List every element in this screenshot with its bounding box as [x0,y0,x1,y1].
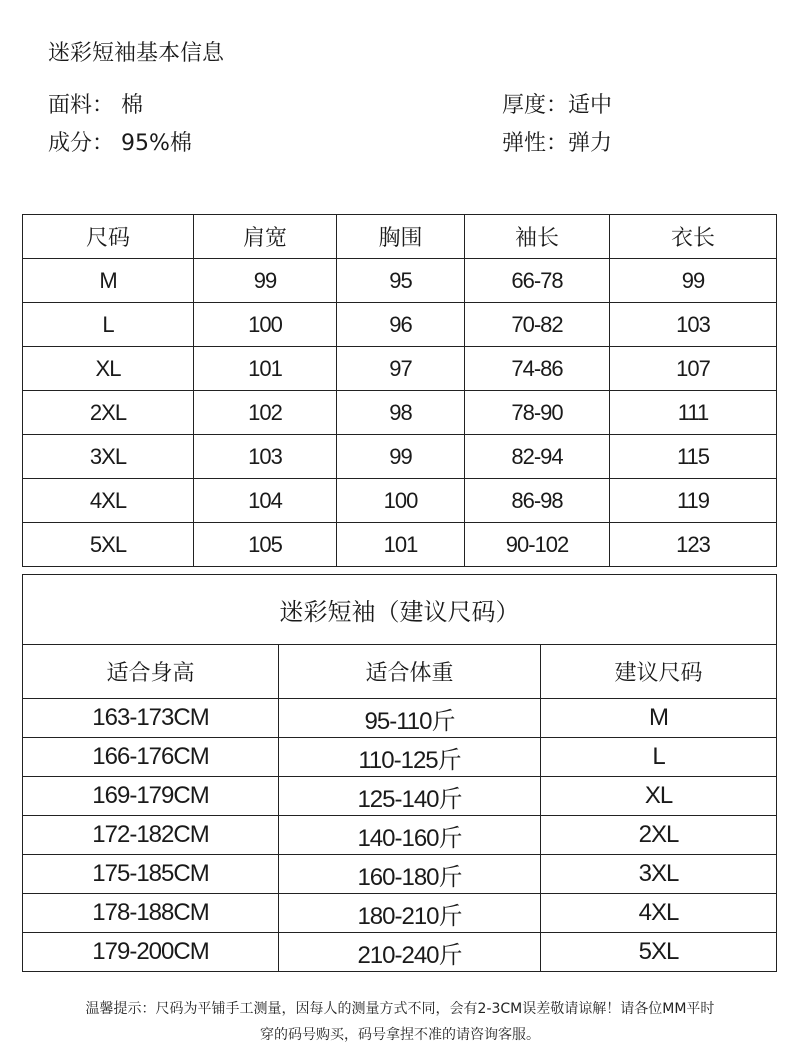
table-cell: 169-179CM [23,777,279,816]
table-cell: 5XL [541,933,777,972]
spec-composition: 成分： 95%棉 [48,131,192,156]
table-cell: 66-78 [465,259,610,303]
table-row [23,933,777,972]
table-cell: 104 [194,479,337,523]
table-cell: 179-200CM [23,933,279,972]
table-row [23,259,777,303]
table-row [23,435,777,479]
table-cell: 107 [610,347,777,391]
table-row [23,855,777,894]
table-row [23,523,777,567]
rec-header-height: 适合身高 [23,645,279,699]
size-header-shoulder: 肩宽 [194,215,337,259]
table-cell: 4XL [541,894,777,933]
table-cell: L [23,303,194,347]
table-cell: 95 [337,259,465,303]
table-cell: 210-240斤 [279,933,541,972]
table-cell: M [23,259,194,303]
table-row [23,816,777,855]
size-header-sleeve: 袖长 [465,215,610,259]
spec-thickness: 厚度：适中 [502,93,613,118]
table-cell: 119 [610,479,777,523]
page-title: 迷彩短袖基本信息 [48,41,225,66]
table-cell: 178-188CM [23,894,279,933]
table-cell: 97 [337,347,465,391]
table-cell: 98 [337,391,465,435]
table-cell: 99 [337,435,465,479]
table-cell: 100 [337,479,465,523]
size-table-header-row [23,215,777,259]
recommendation-table [22,574,777,972]
size-note-line-1: 温馨提示：尺码为平铺手工测量，因每人的测量方式不同，会有2-3CM误差敬请谅解！请各位MM平时 [85,1001,715,1017]
table-cell: 78-90 [465,391,610,435]
table-cell: 101 [194,347,337,391]
table-cell: 123 [610,523,777,567]
table-cell: 163-173CM [23,699,279,738]
size-table [22,214,777,567]
table-cell: 103 [610,303,777,347]
rec-header-size: 建议尺码 [541,645,777,699]
table-cell: 140-160斤 [279,816,541,855]
table-cell: 86-98 [465,479,610,523]
table-cell: M [541,699,777,738]
table-cell: XL [541,777,777,816]
table-cell: 2XL [541,816,777,855]
table-cell: 102 [194,391,337,435]
table-row [23,391,777,435]
table-cell: 125-140斤 [279,777,541,816]
table-row [23,894,777,933]
table-cell: 103 [194,435,337,479]
table-row [23,303,777,347]
recommendation-title-row [23,575,777,645]
table-cell: 5XL [23,523,194,567]
table-cell: 110-125斤 [279,738,541,777]
size-header-size: 尺码 [23,215,194,259]
size-header-chest: 胸围 [337,215,465,259]
table-cell: 90-102 [465,523,610,567]
table-cell: 95-110斤 [279,699,541,738]
table-cell: 2XL [23,391,194,435]
table-cell: L [541,738,777,777]
table-cell: 82-94 [465,435,610,479]
table-cell: 101 [337,523,465,567]
rec-header-weight: 适合体重 [279,645,541,699]
table-cell: 111 [610,391,777,435]
size-header-length: 衣长 [610,215,777,259]
table-cell: 100 [194,303,337,347]
table-cell: 3XL [541,855,777,894]
table-cell: 4XL [23,479,194,523]
size-note [0,996,800,1048]
table-cell: 172-182CM [23,816,279,855]
table-cell: 180-210斤 [279,894,541,933]
table-cell: 96 [337,303,465,347]
spec-fabric: 面料： 棉 [48,93,143,118]
spec-elasticity: 弹性：弹力 [502,131,613,156]
table-cell: 166-176CM [23,738,279,777]
table-cell: 74-86 [465,347,610,391]
table-cell: 3XL [23,435,194,479]
size-note-line-2: 穿的码号购买，码号拿捏不准的请咨询客服。 [260,1027,540,1043]
table-cell: 115 [610,435,777,479]
table-cell: 70-82 [465,303,610,347]
table-row [23,479,777,523]
table-cell: 105 [194,523,337,567]
table-row [23,777,777,816]
table-row [23,347,777,391]
table-row [23,738,777,777]
table-cell: 160-180斤 [279,855,541,894]
table-cell: XL [23,347,194,391]
table-cell: 99 [194,259,337,303]
recommendation-header-row [23,645,777,699]
table-cell: 175-185CM [23,855,279,894]
table-row [23,699,777,738]
recommendation-title: 迷彩短袖（建议尺码） [23,575,777,645]
table-cell: 99 [610,259,777,303]
